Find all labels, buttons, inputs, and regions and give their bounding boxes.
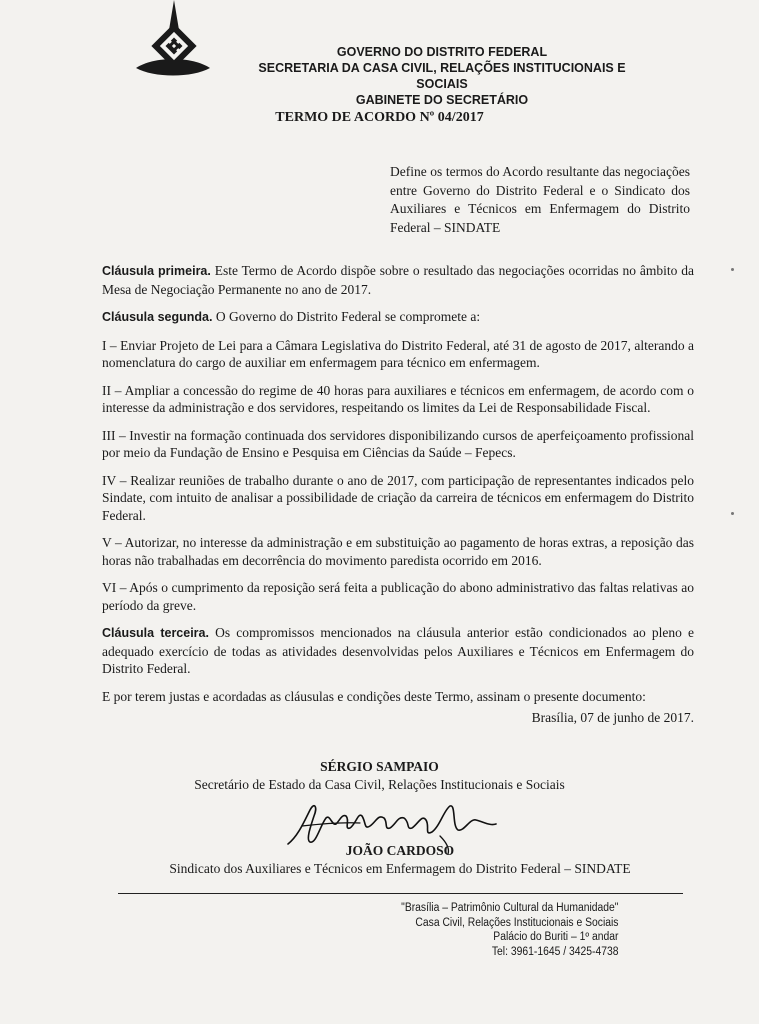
clause-item-4: IV – Realizar reuniões de trabalho durante o ano de 2017, com participação de representantes indicados pelo Sindate, com intuito de analisar a possibilidade de criação da carreira de técnicos em enfermagem do Distrito Federal. — [102, 472, 694, 523]
footer-location: Palácio do Buriti – 1º andar — [492, 931, 618, 943]
clause-first-label: Cláusula primeira. — [102, 264, 211, 278]
signatory-1-name: SÉRGIO SAMPAIO — [320, 759, 439, 774]
government-name: GOVERNO DO DISTRITO FEDERAL — [336, 45, 548, 59]
clause-first-text: Este Termo de Acordo dispõe sobre o resultado das negociações ocorridas no âmbito da Mesa de Negociação Permanente no ano de 2017. — [102, 263, 694, 297]
clause-item-5: V – Autorizar, no interesse da administração e em substituição ao pagamento de horas extras, a reposição das horas não trabalhadas em decorrência do movimento paredista ocorrido em 2016. — [102, 535, 694, 568]
clause-item-6: VI – Após o cumprimento da reposição será feita a publicação do abono administrativo das faltas relativas ao período da greve. — [102, 580, 694, 613]
clause-second-label: Cláusula segunda. — [102, 310, 213, 324]
clause-third — [102, 624, 694, 678]
clause-item-1: I – Enviar Projeto de Lei para a Câmara Legislativa do Distrito Federal, até 31 de agosto de 2017, alterando a nomenclatura do cargo de auxiliar em enfermagem para técnico em enfermagem. — [102, 337, 694, 370]
footer-motto: "Brasília – Patrimônio Cultural da Humanidade" — [400, 902, 618, 914]
closing-statement: E por terem justas e acordadas as cláusulas e condições deste Termo, assinam o presente documento: — [102, 688, 646, 704]
brasilia-coat-of-arms-icon — [134, 0, 212, 82]
speck-mark — [731, 512, 734, 515]
footer-phone: Tel: 3961-1645 / 3425-4738 — [491, 945, 618, 958]
dateline: Brasília, 07 de junho de 2017. — [531, 710, 694, 725]
footer-address — [401, 901, 618, 959]
clause-second-text: O Governo do Distrito Federal se compromete a: — [212, 309, 481, 324]
clause-first — [102, 262, 694, 298]
clause-item-3: III – Investir na formação continuada dos servidores disponibilizando cursos de aperfeiçoamento profissional por meio da Fundação de Ensino e Pesquisa em Ciências da Saúde – Fepecs. — [102, 427, 694, 460]
document-title: TERMO DE ACORDO Nº 04/2017 — [275, 110, 484, 125]
clause-item-2: II – Ampliar a concessão do regime de 40 horas para auxiliares e técnicos em enfermagem, de acordo com o interesse da administração e dos servidores, respeitando os limites da Lei de Responsabilidade Fiscal. — [102, 382, 694, 415]
footer-department: Casa Civil, Relações Institucionais e Sociais — [414, 916, 618, 929]
signatory-block-1 — [0, 758, 759, 794]
letterhead — [232, 44, 652, 108]
clause-second — [102, 308, 694, 327]
clause-third-text: Os compromissos mencionados na cláusula anterior estão condicionados ao pleno e adequado exercício de todas as atividades desenvolvidas pelos Auxiliares e Técnicos em Enfermagem do Distrito Federal. — [102, 625, 695, 676]
document-body — [102, 262, 694, 727]
signatory-1-role: Secretário de Estado da Casa Civil, Relações Institucionais e Sociais — [194, 777, 565, 792]
signatory-2-name: JOÃO CARDOSO — [345, 843, 455, 858]
document-summary: Define os termos do Acordo resultante das negociações entre Governo do Distrito Federal e o Sindicato dos Auxiliares e Técnicos em Enfermagem do Distrito Federal – SINDATE — [390, 164, 690, 235]
secretariat-name: SECRETARIA DA CASA CIVIL, RELAÇÕES INSTITUCIONAIS E SOCIAIS — [258, 61, 626, 91]
signatory-2-role: Sindicato dos Auxiliares e Técnicos em Enfermagem do Distrito Federal – SINDATE — [169, 861, 631, 876]
signatory-block-2 — [0, 842, 759, 878]
office-name: GABINETE DO SECRETÁRIO — [355, 93, 529, 107]
speck-mark — [731, 268, 734, 271]
clause-third-label: Cláusula terceira. — [102, 626, 209, 640]
footer-divider — [118, 893, 683, 894]
